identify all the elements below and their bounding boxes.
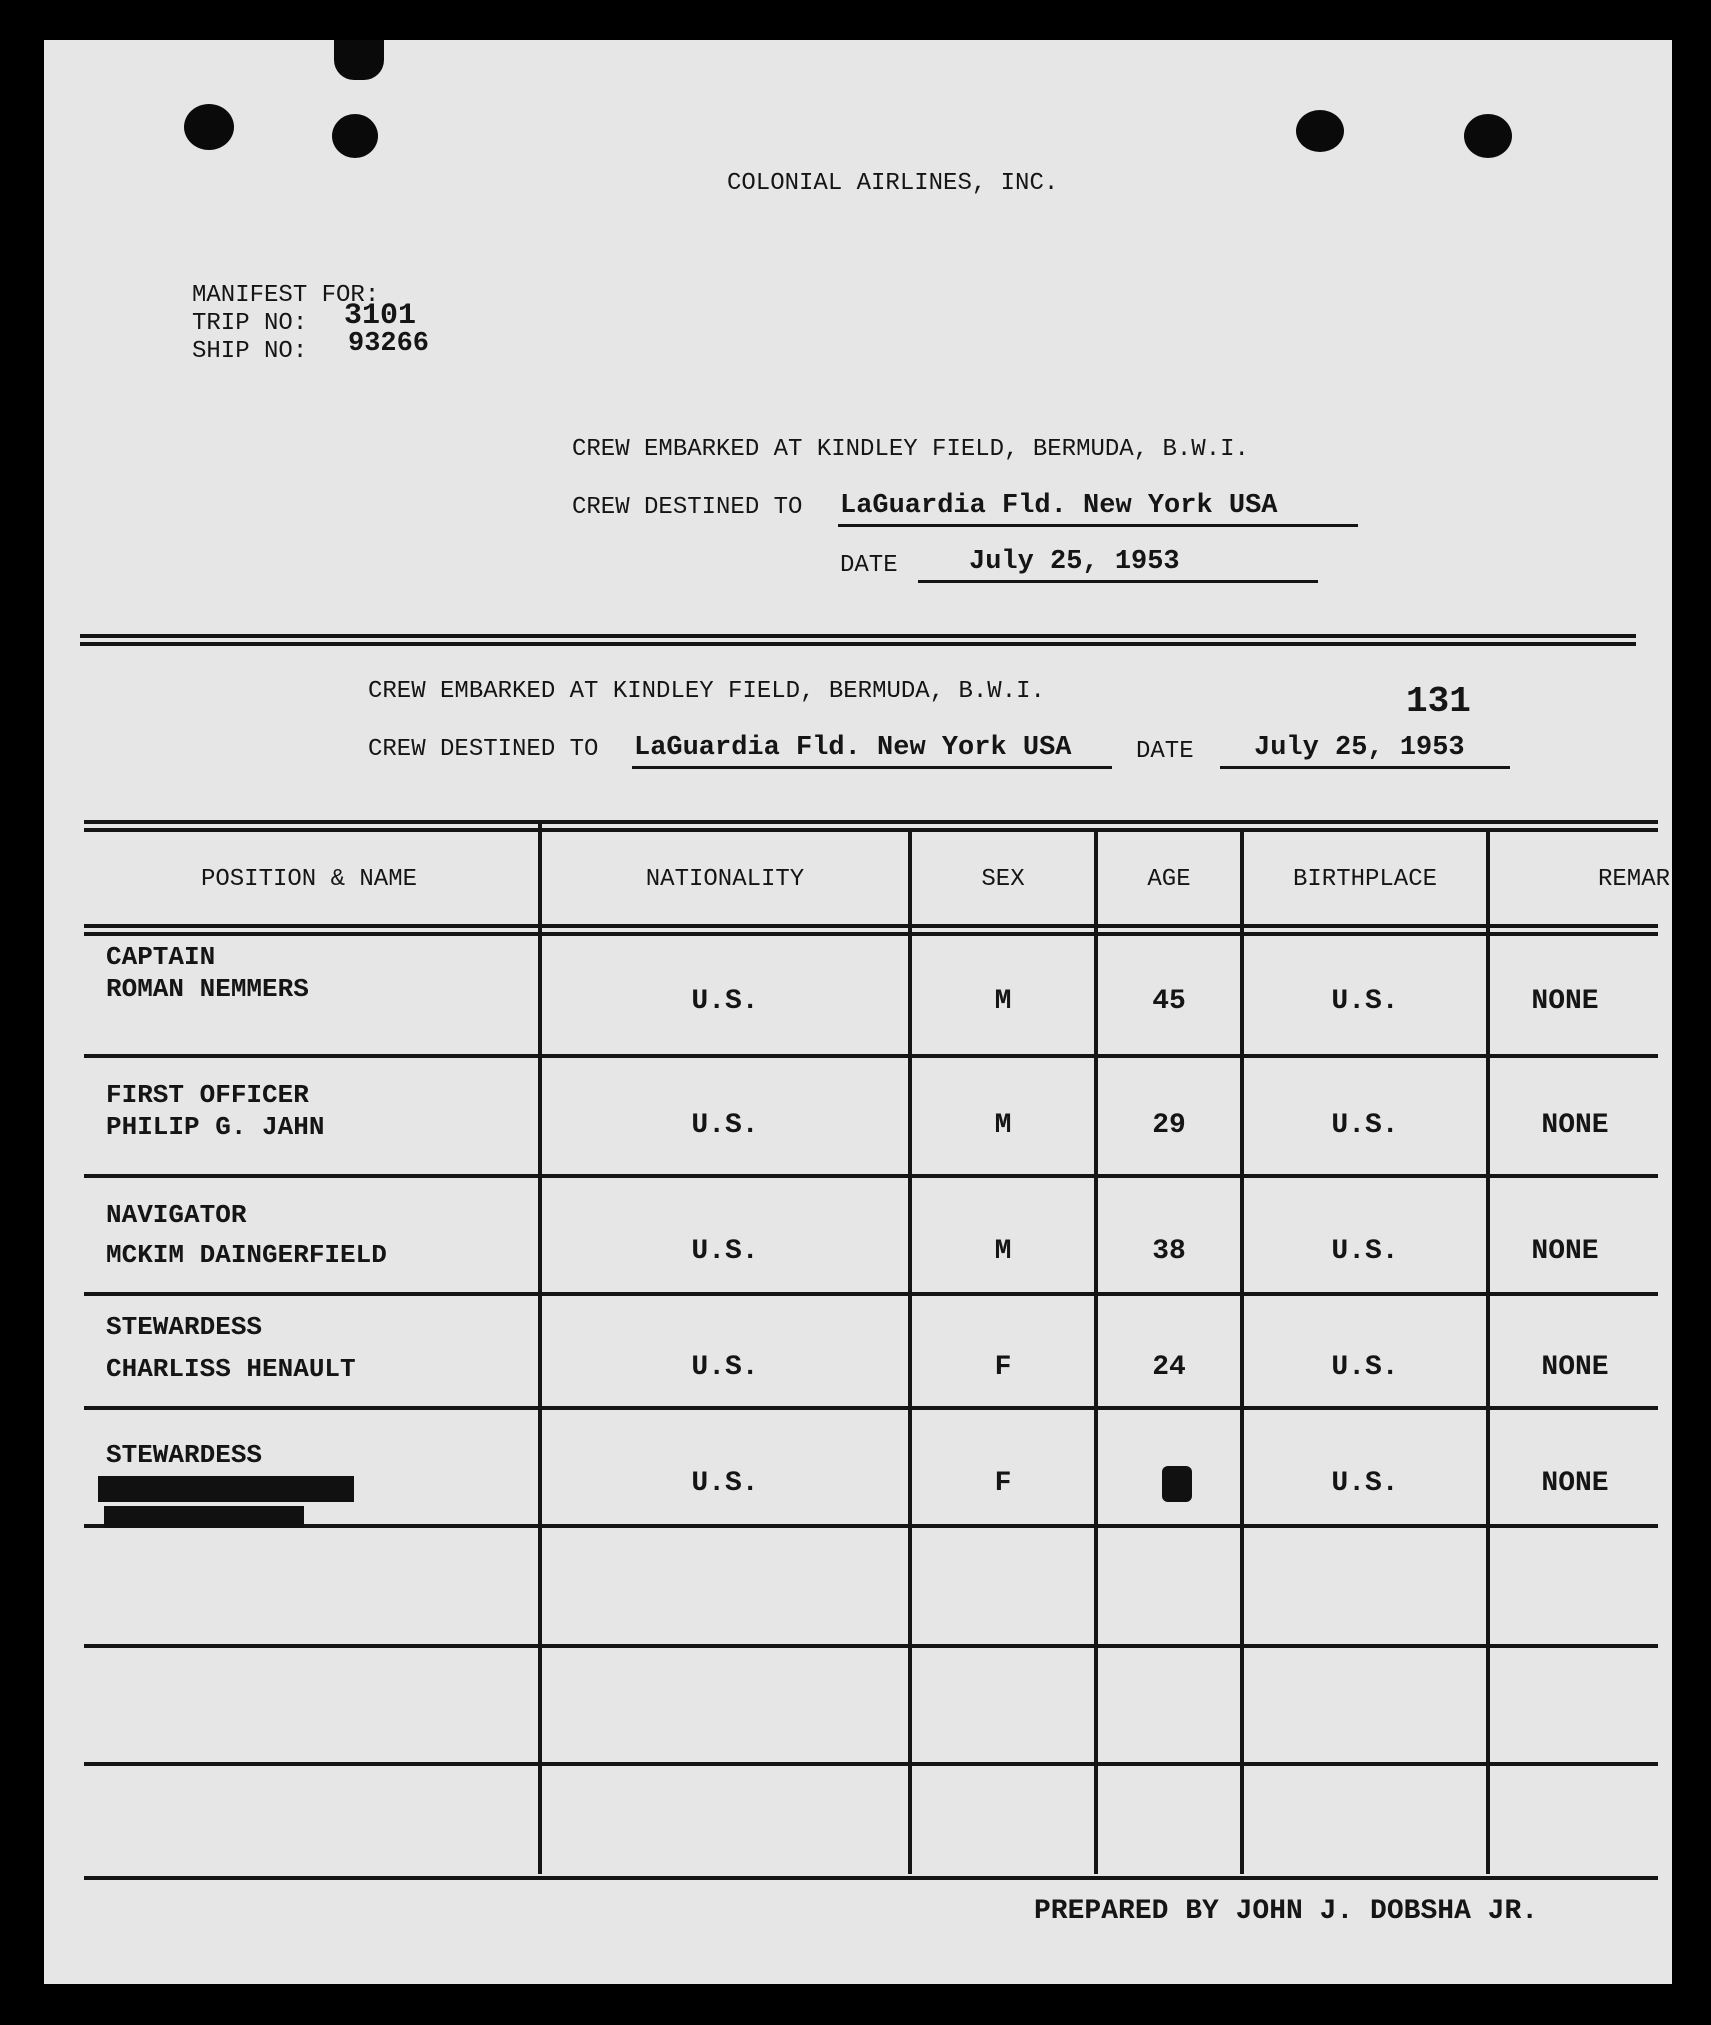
header-sex: SEX bbox=[981, 866, 1025, 893]
row-5-sex: F bbox=[994, 1468, 1012, 1499]
header-age: AGE bbox=[1147, 866, 1191, 893]
table-top-rule-a bbox=[84, 820, 1658, 824]
row-3-name: MCKIM DAINGERFIELD bbox=[106, 1240, 387, 1270]
row-3-nationality: U.S. bbox=[691, 1236, 759, 1267]
destined-label-1: CREW DESTINED TO bbox=[572, 494, 803, 521]
destination-2: LaGuardia Fld. New York USA bbox=[634, 733, 1072, 763]
row-divider-3 bbox=[84, 1292, 1658, 1296]
row-divider-7 bbox=[84, 1762, 1658, 1766]
double-rule-1a bbox=[80, 634, 1636, 638]
row-2-nationality: U.S. bbox=[691, 1110, 759, 1141]
company-name: COLONIAL AIRLINES, INC. bbox=[727, 170, 1059, 197]
embarked-line-1: CREW EMBARKED AT KINDLEY FIELD, BERMUDA, B.W.I. bbox=[572, 436, 1249, 463]
ship-number: 93266 bbox=[348, 329, 430, 359]
date-underline-2 bbox=[1220, 766, 1510, 769]
row-4-position: STEWARDESS bbox=[106, 1312, 263, 1342]
row-1-remarks: NONE bbox=[1531, 986, 1599, 1017]
row-1-sex: M bbox=[994, 986, 1012, 1017]
row-2-birthplace: U.S. bbox=[1331, 1110, 1399, 1141]
table-top-rule-b bbox=[84, 828, 1658, 832]
row-4-remarks: NONE bbox=[1541, 1352, 1609, 1383]
date-2: July 25, 1953 bbox=[1254, 733, 1465, 763]
header-bottom-rule-a bbox=[84, 924, 1658, 928]
row-1-position: CAPTAIN bbox=[106, 942, 216, 972]
tear-mark bbox=[334, 40, 384, 80]
row-2-sex: M bbox=[994, 1110, 1012, 1141]
row-1-name: ROMAN NEMMERS bbox=[106, 974, 309, 1004]
column-divider-1 bbox=[538, 822, 542, 1874]
header-bottom-rule-b bbox=[84, 932, 1658, 936]
destination-underline-1 bbox=[838, 524, 1358, 527]
header-nationality: NATIONALITY bbox=[645, 866, 805, 893]
trip-label: TRIP NO: bbox=[192, 310, 308, 337]
row-5-remarks: NONE bbox=[1541, 1468, 1609, 1499]
redacted-age bbox=[1162, 1466, 1192, 1502]
punch-hole-left bbox=[184, 104, 234, 150]
row-2-age: 29 bbox=[1152, 1110, 1186, 1141]
punch-hole-middle bbox=[332, 114, 378, 158]
row-2-name: PHILIP G. JAHN bbox=[106, 1112, 325, 1142]
row-4-age: 24 bbox=[1152, 1352, 1186, 1383]
date-label-2: DATE bbox=[1136, 738, 1194, 765]
double-rule-1b bbox=[80, 642, 1636, 646]
row-divider-1 bbox=[84, 1054, 1658, 1058]
table-bottom-rule bbox=[84, 1876, 1658, 1880]
row-2-remarks: NONE bbox=[1541, 1110, 1609, 1141]
row-4-sex: F bbox=[994, 1352, 1012, 1383]
row-4-nationality: U.S. bbox=[691, 1352, 759, 1383]
row-1-age: 45 bbox=[1152, 986, 1186, 1017]
date-label-1: DATE bbox=[840, 552, 898, 579]
punch-hole-right-2 bbox=[1464, 114, 1512, 158]
row-divider-5 bbox=[84, 1524, 1658, 1528]
header-birthplace: BIRTHPLACE bbox=[1292, 866, 1438, 893]
row-divider-4 bbox=[84, 1406, 1658, 1410]
trip-number: 3101 bbox=[344, 299, 417, 333]
row-5-position: STEWARDESS bbox=[106, 1440, 263, 1470]
header-position-name: POSITION & NAME bbox=[200, 866, 418, 893]
row-2-position: FIRST OFFICER bbox=[106, 1080, 309, 1110]
row-3-sex: M bbox=[994, 1236, 1012, 1267]
row-4-name: CHARLISS HENAULT bbox=[106, 1354, 356, 1384]
embarked-line-2: CREW EMBARKED AT KINDLEY FIELD, BERMUDA, B.W.I. bbox=[368, 678, 1045, 705]
row-1-nationality: U.S. bbox=[691, 986, 759, 1017]
punch-hole-right-1 bbox=[1296, 110, 1344, 152]
row-divider-2 bbox=[84, 1174, 1658, 1178]
row-3-birthplace: U.S. bbox=[1331, 1236, 1399, 1267]
row-divider-6 bbox=[84, 1644, 1658, 1648]
redacted-name-line-2 bbox=[104, 1506, 304, 1528]
manifest-sheet bbox=[44, 40, 1672, 1984]
page-number: 131 bbox=[1406, 681, 1471, 722]
manifest-label: MANIFEST FOR: bbox=[192, 282, 380, 309]
redacted-name-line-1 bbox=[98, 1476, 354, 1502]
date-1: July 25, 1953 bbox=[969, 547, 1180, 577]
destined-label-2: CREW DESTINED TO bbox=[368, 736, 599, 763]
row-3-age: 38 bbox=[1152, 1236, 1186, 1267]
row-3-position: NAVIGATOR bbox=[106, 1200, 247, 1230]
date-underline-1 bbox=[918, 580, 1318, 583]
destination-underline-2 bbox=[632, 766, 1112, 769]
destination-1: LaGuardia Fld. New York USA bbox=[840, 491, 1278, 521]
ship-label: SHIP NO: bbox=[192, 338, 308, 365]
prepared-by: PREPARED BY JOHN J. DOBSHA JR. bbox=[1034, 1896, 1539, 1927]
row-5-nationality: U.S. bbox=[691, 1468, 759, 1499]
row-1-birthplace: U.S. bbox=[1331, 986, 1399, 1017]
header-remarks: REMAR bbox=[1597, 866, 1670, 893]
row-4-birthplace: U.S. bbox=[1331, 1352, 1399, 1383]
row-5-birthplace: U.S. bbox=[1331, 1468, 1399, 1499]
row-3-remarks: NONE bbox=[1531, 1236, 1599, 1267]
